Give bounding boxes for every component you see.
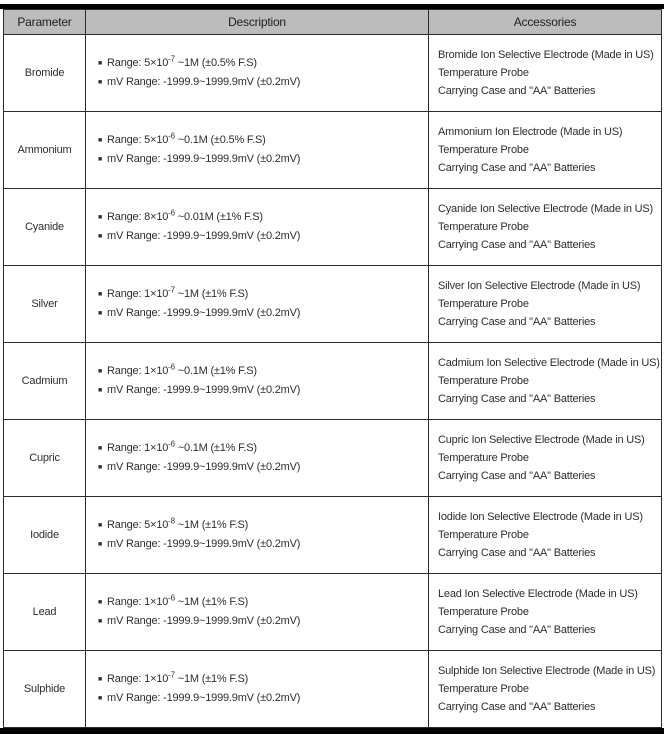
accessories-cell [429,35,662,112]
description-cell [86,343,429,420]
square-bullet-icon: ■ [98,618,103,625]
table-row [4,35,662,112]
parameter-cell [4,189,86,266]
range-line [98,56,424,71]
range-line [98,364,424,379]
range-exponent: -6 [168,439,175,449]
mv-range-label: mV Range: -1999.9~1999.9mV (±0.2mV) [107,615,301,627]
table-row [4,189,662,266]
square-bullet-icon: ■ [98,599,103,606]
accessories-cell [429,266,662,343]
range-rest: ~1M (±1% F.S) [174,519,249,531]
square-bullet-icon: ■ [98,522,103,529]
range-exponent: -6 [168,362,175,372]
parameter-cell [4,651,86,728]
mv-range-label: mV Range: -1999.9~1999.9mV (±0.2mV) [107,692,301,704]
description-cell [86,574,429,651]
square-bullet-icon: ■ [98,387,103,394]
square-bullet-icon: ■ [98,676,103,683]
accessory-item: Temperature Probe [438,529,529,541]
accessory-item: Sulphide Ion Selective Electrode (Made in US) [438,665,656,677]
parameter-label: Ammonium [17,144,72,156]
range-rest: ~0.1M (±0.5% F.S) [174,134,266,146]
ion-electrode-spec-table [3,9,662,728]
range-exponent: -7 [168,670,175,680]
range-exponent: -8 [168,516,175,526]
description-cell [86,651,429,728]
range-line [98,133,424,148]
range-line [98,441,424,456]
accessories-cell [429,574,662,651]
square-bullet-icon: ■ [98,60,103,67]
parameter-label: Cupric [29,452,60,464]
parameter-label: Cadmium [21,375,68,387]
accessory-item: Temperature Probe [438,683,529,695]
range-label: Range: [107,134,145,146]
parameter-label: Bromide [24,67,65,79]
mv-range-line [98,383,424,398]
accessories-cell [429,420,662,497]
square-bullet-icon: ■ [98,368,103,375]
description-cell [86,420,429,497]
mv-range-line [98,614,424,629]
range-label: Range: [107,365,145,377]
range-label: Range: [107,288,145,300]
range-rest: ~0.1M (±1% F.S) [174,442,257,454]
mv-range-label: mV Range: -1999.9~1999.9mV (±0.2mV) [107,384,301,396]
accessory-item: Temperature Probe [438,606,529,618]
mv-range-line [98,152,424,167]
range-label: Range: [107,519,145,531]
mv-range-line [98,229,424,244]
range-exponent: -6 [168,593,175,603]
parameter-cell [4,574,86,651]
accessory-item: Temperature Probe [438,67,529,79]
table-row [4,651,662,728]
parameter-label: Sulphide [23,683,66,695]
accessory-item: Carrying Case and "AA" Batteries [438,547,596,559]
range-rest: ~0.1M (±1% F.S) [174,365,257,377]
square-bullet-icon: ■ [98,541,103,548]
accessory-item: Cupric Ion Selective Electrode (Made in US) [438,434,645,446]
range-rest: ~1M (±1% F.S) [174,596,249,608]
range-mantissa: 1×10 [144,365,169,377]
table-row [4,343,662,420]
mv-range-label: mV Range: -1999.9~1999.9mV (±0.2mV) [107,538,301,550]
range-exponent: -6 [168,131,175,141]
accessory-item: Bromide Ion Selective Electrode (Made in US) [438,49,654,61]
mv-range-line [98,306,424,321]
mv-range-label: mV Range: -1999.9~1999.9mV (±0.2mV) [107,76,301,88]
mv-range-label: mV Range: -1999.9~1999.9mV (±0.2mV) [107,230,301,242]
accessory-item: Iodide Ion Selective Electrode (Made in US) [438,511,643,523]
accessory-item: Carrying Case and "AA" Batteries [438,701,596,713]
header-row [4,10,662,35]
range-mantissa: 1×10 [144,673,169,685]
range-mantissa: 5×10 [144,57,169,69]
range-exponent: -7 [168,285,175,295]
parameter-cell [4,343,86,420]
square-bullet-icon: ■ [98,79,103,86]
accessory-item: Silver Ion Selective Electrode (Made in US) [438,280,641,292]
square-bullet-icon: ■ [98,310,103,317]
accessory-item: Carrying Case and "AA" Batteries [438,85,596,97]
accessory-item: Lead Ion Selective Electrode (Made in US) [438,588,638,600]
accessory-item: Cyanide Ion Selective Electrode (Made in US) [438,203,653,215]
accessory-item: Temperature Probe [438,375,529,387]
range-exponent: -6 [168,208,175,218]
mv-range-line [98,537,424,552]
range-line [98,518,424,533]
range-mantissa: 1×10 [144,596,169,608]
square-bullet-icon: ■ [98,291,103,298]
range-line [98,672,424,687]
range-label: Range: [107,673,145,685]
accessories-cell [429,189,662,266]
description-cell [86,35,429,112]
table-row [4,497,662,574]
mv-range-label: mV Range: -1999.9~1999.9mV (±0.2mV) [107,461,301,473]
col-header-parameter: Parameter [4,10,86,35]
accessory-item: Temperature Probe [438,298,529,310]
mv-range-line [98,75,424,90]
square-bullet-icon: ■ [98,156,103,163]
accessories-cell [429,497,662,574]
range-line [98,287,424,302]
accessories-cell [429,112,662,189]
square-bullet-icon: ■ [98,137,103,144]
description-cell [86,112,429,189]
accessory-item: Ammonium Ion Electrode (Made in US) [438,126,623,138]
range-rest: ~1M (±1% F.S) [174,673,249,685]
accessory-item: Temperature Probe [438,144,529,156]
range-line [98,595,424,610]
table-row [4,574,662,651]
range-rest: ~1M (±0.5% F.S) [174,57,257,69]
range-mantissa: 5×10 [144,134,169,146]
accessories-cell [429,343,662,420]
table-row [4,112,662,189]
accessory-item: Cadmium Ion Selective Electrode (Made in US) [438,357,660,369]
accessory-item: Temperature Probe [438,221,529,233]
accessory-item: Carrying Case and "AA" Batteries [438,162,596,174]
description-cell [86,497,429,574]
square-bullet-icon: ■ [98,464,103,471]
range-label: Range: [107,442,145,454]
accessory-item: Temperature Probe [438,452,529,464]
description-cell [86,266,429,343]
range-rest: ~1M (±1% F.S) [174,288,249,300]
mv-range-label: mV Range: -1999.9~1999.9mV (±0.2mV) [107,153,301,165]
range-mantissa: 5×10 [144,519,169,531]
square-bullet-icon: ■ [98,695,103,702]
range-mantissa: 1×10 [144,288,169,300]
mv-range-line [98,460,424,475]
parameter-label: Lead [32,606,57,618]
table-row [4,266,662,343]
accessory-item: Carrying Case and "AA" Batteries [438,393,596,405]
square-bullet-icon: ■ [98,445,103,452]
range-mantissa: 8×10 [144,211,169,223]
col-header-description: Description [86,10,429,35]
accessory-item: Carrying Case and "AA" Batteries [438,624,596,636]
description-cell [86,189,429,266]
range-exponent: -7 [168,54,175,64]
accessory-item: Carrying Case and "AA" Batteries [438,470,596,482]
range-mantissa: 1×10 [144,442,169,454]
col-header-accessories: Accessories [429,10,662,35]
parameter-cell [4,112,86,189]
parameter-label: Silver [31,298,58,310]
parameter-cell [4,35,86,112]
accessories-cell [429,651,662,728]
accessory-item: Carrying Case and "AA" Batteries [438,239,596,251]
parameter-cell [4,420,86,497]
parameter-label: Iodide [30,529,59,541]
parameter-label: Cyanide [25,221,64,233]
parameter-cell [4,497,86,574]
range-rest: ~0.01M (±1% F.S) [174,211,263,223]
table-row [4,420,662,497]
parameter-cell [4,266,86,343]
accessory-item: Carrying Case and "AA" Batteries [438,316,596,328]
range-label: Range: [107,596,145,608]
range-line [98,210,424,225]
range-label: Range: [107,57,145,69]
range-label: Range: [107,211,145,223]
mv-range-label: mV Range: -1999.9~1999.9mV (±0.2mV) [107,307,301,319]
bottom-border-rule [0,728,664,734]
square-bullet-icon: ■ [98,233,103,240]
mv-range-line [98,691,424,706]
square-bullet-icon: ■ [98,214,103,221]
